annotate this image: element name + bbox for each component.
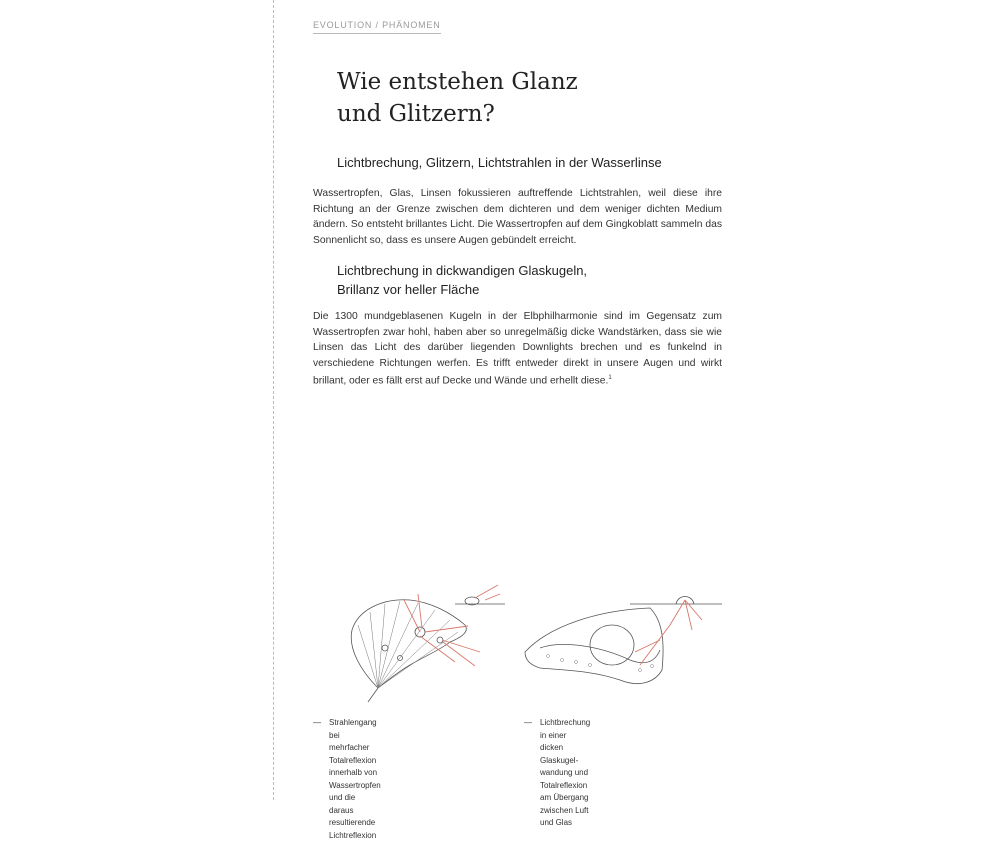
caption-line: Strahlengang bei mehrfacher Totalreflexion	[329, 718, 377, 765]
caption-dash: —	[524, 718, 532, 727]
caption-line: resultierende Lichtreflexion	[329, 818, 377, 840]
section-1-paragraph: Wassertropfen, Glas, Linsen fokussieren auftreffende Lichtstrahlen, weil diese ihre Richtung an der Grenze zwischen dem dichteren und dem weniger dichten Medium ändern. So entsteht brillantes Licht. Die Wassertropfen auf dem Gingkoblatt sammeln das Sonnenlicht so, dass es unsere Augen gebündelt erreicht.	[313, 188, 722, 246]
caption-line: zwischen Luft und Glas	[540, 805, 589, 827]
margin-guide-line	[273, 0, 274, 800]
section-2-heading-line-1: Lichtbrechung in dickwandigen Glaskugeln,	[337, 263, 588, 278]
ginkgo-leaf-illustration	[351, 597, 505, 702]
illustrations	[300, 570, 740, 710]
glass-light-rays	[635, 600, 702, 665]
caption-line: innerhalb von Wassertropfen und die daraus	[329, 768, 381, 815]
footnote-marker: 1	[608, 375, 612, 381]
section-2-paragraph-text: Die 1300 mundgeblasenen Kugeln in der Elbphilharmonie sind im Gegensatz zum Wassertropfen zwar hohl, haben aber so unregelmäßig dicke Wandstärken, dass sie wie Linsen das Licht des darüber liegenden Downlights brechen und es funkelnd in verschiedene Richtungen werfen. Es trifft entweder direkt in unsere Augen und wirkt brillant, oder es fällt erst auf Decke und Wände und erhellt diese.	[313, 311, 722, 387]
section-2-heading-line-2: Brillanz vor heller Fläche	[337, 282, 480, 297]
ginkgo-light-rays	[404, 585, 500, 666]
caption-dash: —	[313, 718, 321, 727]
section-2-heading	[337, 261, 587, 299]
title-line-1: Wie entstehen Glanz	[337, 69, 578, 95]
glass-sphere-illustration	[525, 597, 722, 684]
page-title	[337, 66, 657, 130]
ginkgo-leaf-outline	[351, 600, 466, 688]
title-line-2: und Glitzern?	[337, 101, 495, 127]
glass-cavity	[590, 625, 634, 665]
caption-line: Lichtbrechung in einer dicken Glaskugel-	[540, 718, 591, 765]
caption-text	[540, 717, 590, 830]
ginkgo-stem	[368, 688, 378, 702]
breadcrumb: EVOLUTION / PHÄNOMEN	[313, 20, 441, 34]
section-1-heading: Lichtbrechung, Glitzern, Lichtstrahlen in der Wasserlinse	[337, 155, 662, 170]
caption-text	[329, 717, 381, 842]
glass-wall-outer	[525, 608, 663, 684]
caption-line: wandung und Totalreflexion am Übergang	[540, 768, 589, 802]
glass-bubbles	[547, 655, 654, 672]
section-2-paragraph	[313, 309, 722, 389]
glass-wall-inner	[540, 644, 660, 662]
ginkgo-veins	[358, 601, 458, 688]
water-drop	[382, 645, 388, 651]
